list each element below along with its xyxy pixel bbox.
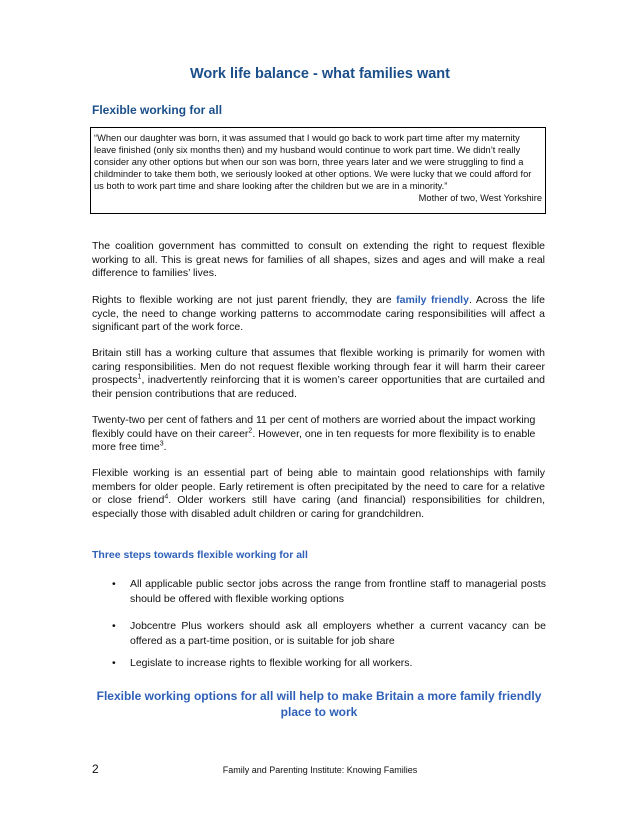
quote-box — [90, 127, 546, 214]
paragraph-older-text-a: Flexible working is an essential part of being able to maintain good relationships with family members for older people. Early retirement is often precipitated by the need to care for a relative or close friend — [92, 467, 545, 506]
list-item-text: Jobcentre Plus workers should ask all employers whether a current vacancy can be offered as a part-time position, or is suitable for job share — [130, 620, 546, 647]
family-friendly-highlight: family friendly — [396, 294, 469, 306]
paragraph-statistics — [92, 414, 545, 455]
closing-statement: Flexible working options for all will help to make Britain a more family friendly place to work — [96, 689, 542, 719]
footnote-ref-1: 1 — [137, 373, 142, 381]
bullet-icon: • — [112, 578, 116, 590]
footnote-ref-3: 3 — [159, 440, 164, 448]
page-number: 2 — [92, 762, 99, 776]
list-item-text: Legislate to increase rights to flexible working for all workers. — [130, 657, 413, 669]
bullet-icon: • — [112, 620, 116, 632]
paragraph-culture-text-a: Britain still has a working culture that assumes that flexible working is primarily for women with caring responsibilities. Men do not request flexible working through fear it will harm their career prospects — [92, 347, 545, 386]
list-item-text: All applicable public sector jobs across the range from frontline staff to managerial posts should be offered with flexible working options — [130, 578, 546, 605]
paragraph-rights-text-a: Rights to flexible working are not just parent friendly, they are — [92, 294, 397, 306]
footer-text: Family and Parenting Institute: Knowing Families — [222, 765, 418, 775]
page-title: Work life balance - what families want — [190, 66, 450, 82]
section-heading: Flexible working for all — [92, 103, 223, 117]
quote-attribution: Mother of two, West Yorkshire — [418, 193, 542, 203]
paragraph-rights-text-b: . Across the life cycle, the need to change working patterns to accommodate caring responsibilities will affect a significant part of the work force. — [92, 294, 545, 333]
bullet-icon: • — [112, 657, 116, 669]
steps-heading: Three steps towards flexible working for all — [92, 549, 308, 561]
paragraph-statistics-text-a: Twenty-two per cent of fathers and 11 per cent of mothers are worried about the impact working flexibly could have on their career — [92, 414, 536, 440]
paragraph-culture — [92, 347, 545, 401]
footnote-ref-2: 2 — [248, 427, 253, 434]
quote-text: “When our daughter was born, it was assumed that I would go back to work part time after my maternity leave finished (only six months then) and my husband would continue to work part time. We didn’t really consider any other options but when our son was born, three years later and we were struggling to find a childminder to take them both, we seriously looked at other options. We were lucky that we could afford for us both to work part time and share looking after the children but we are in a minority.” — [94, 133, 532, 191]
paragraph-statistics-text-b: . However, one in ten requests for more flexibility is to enable more free time — [92, 427, 536, 453]
paragraph-rights — [92, 294, 545, 335]
paragraph-coalition: The coalition government has committed to consult on extending the right to request flexible working to all. This is great news for families of all shapes, sizes and ages and will make a real difference to families’ lives. — [92, 240, 545, 279]
paragraph-statistics-text-c: . — [163, 441, 167, 453]
paragraph-older-people — [92, 467, 545, 521]
paragraph-older-text-b: . Older workers still have caring (and financial) responsibilities for children, especially those with disabled adult children or caring for grandchildren. — [92, 494, 545, 520]
footnote-ref-4: 4 — [164, 493, 169, 501]
paragraph-culture-text-b: , inadvertently reinforcing that it is women’s career opportunities that are curtailed and their pension contributions that are reduced. — [92, 374, 545, 400]
